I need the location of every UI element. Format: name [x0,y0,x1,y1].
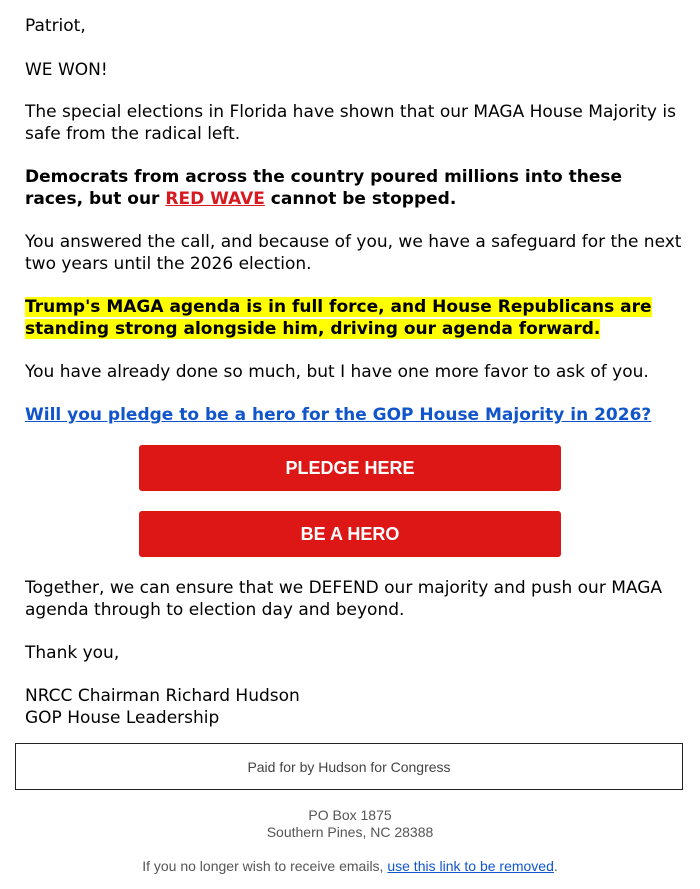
signature-name: NRCC Chairman Richard Hudson [25,686,300,706]
unsubscribe-prefix: If you no longer wish to receive emails, [142,858,388,874]
paid-for-box [15,743,683,790]
paragraph-democrats-suffix: cannot be stopped. [264,189,457,209]
highlighted-paragraph [25,296,685,340]
headline: WE WON! [25,60,108,80]
greeting: Patriot, [25,16,86,36]
paragraph-democrats [25,166,685,210]
pledge-here-button[interactable]: PLEDGE HERE [139,445,561,491]
address-line-2: Southern Pines, NC 28388 [266,824,434,840]
paid-for-text: Paid for by Hudson for Congress [247,758,451,775]
unsubscribe-notice [0,858,700,875]
pledge-link[interactable]: Will you pledge to be a hero for the GOP House Majority in 2026? [25,405,652,425]
pledge-paragraph [25,404,685,426]
paragraph-special-elections: The special elections in Florida have shown that our MAGA House Majority is safe from the radical left. [25,102,676,144]
be-a-hero-button[interactable]: BE A HERO [139,511,561,557]
signature-org: GOP House Leadership [25,708,220,728]
highlight-text: Trump's MAGA agenda is in full force, and House Republicans are standing strong alongside him, driving our agenda forward. [25,297,652,339]
paragraph-favor: You have already done so much, but I have one more favor to ask of you. [25,362,649,382]
paragraph-answered-call: You answered the call, and because of you, we have a safeguard for the next two years until the 2026 election. [25,232,682,274]
unsubscribe-suffix: . [553,858,558,874]
address-line-1: PO Box 1875 [308,807,392,823]
unsubscribe-link[interactable]: use this link to be removed [387,858,554,874]
closing: Thank you, [25,643,120,663]
paragraph-democrats-prefix: Democrats from across the country poured millions into these races, but our [25,167,622,209]
paragraph-together: Together, we can ensure that we DEFEND our majority and push our MAGA agenda through to election day and beyond. [25,578,663,620]
red-wave-link[interactable]: RED WAVE [165,189,265,209]
